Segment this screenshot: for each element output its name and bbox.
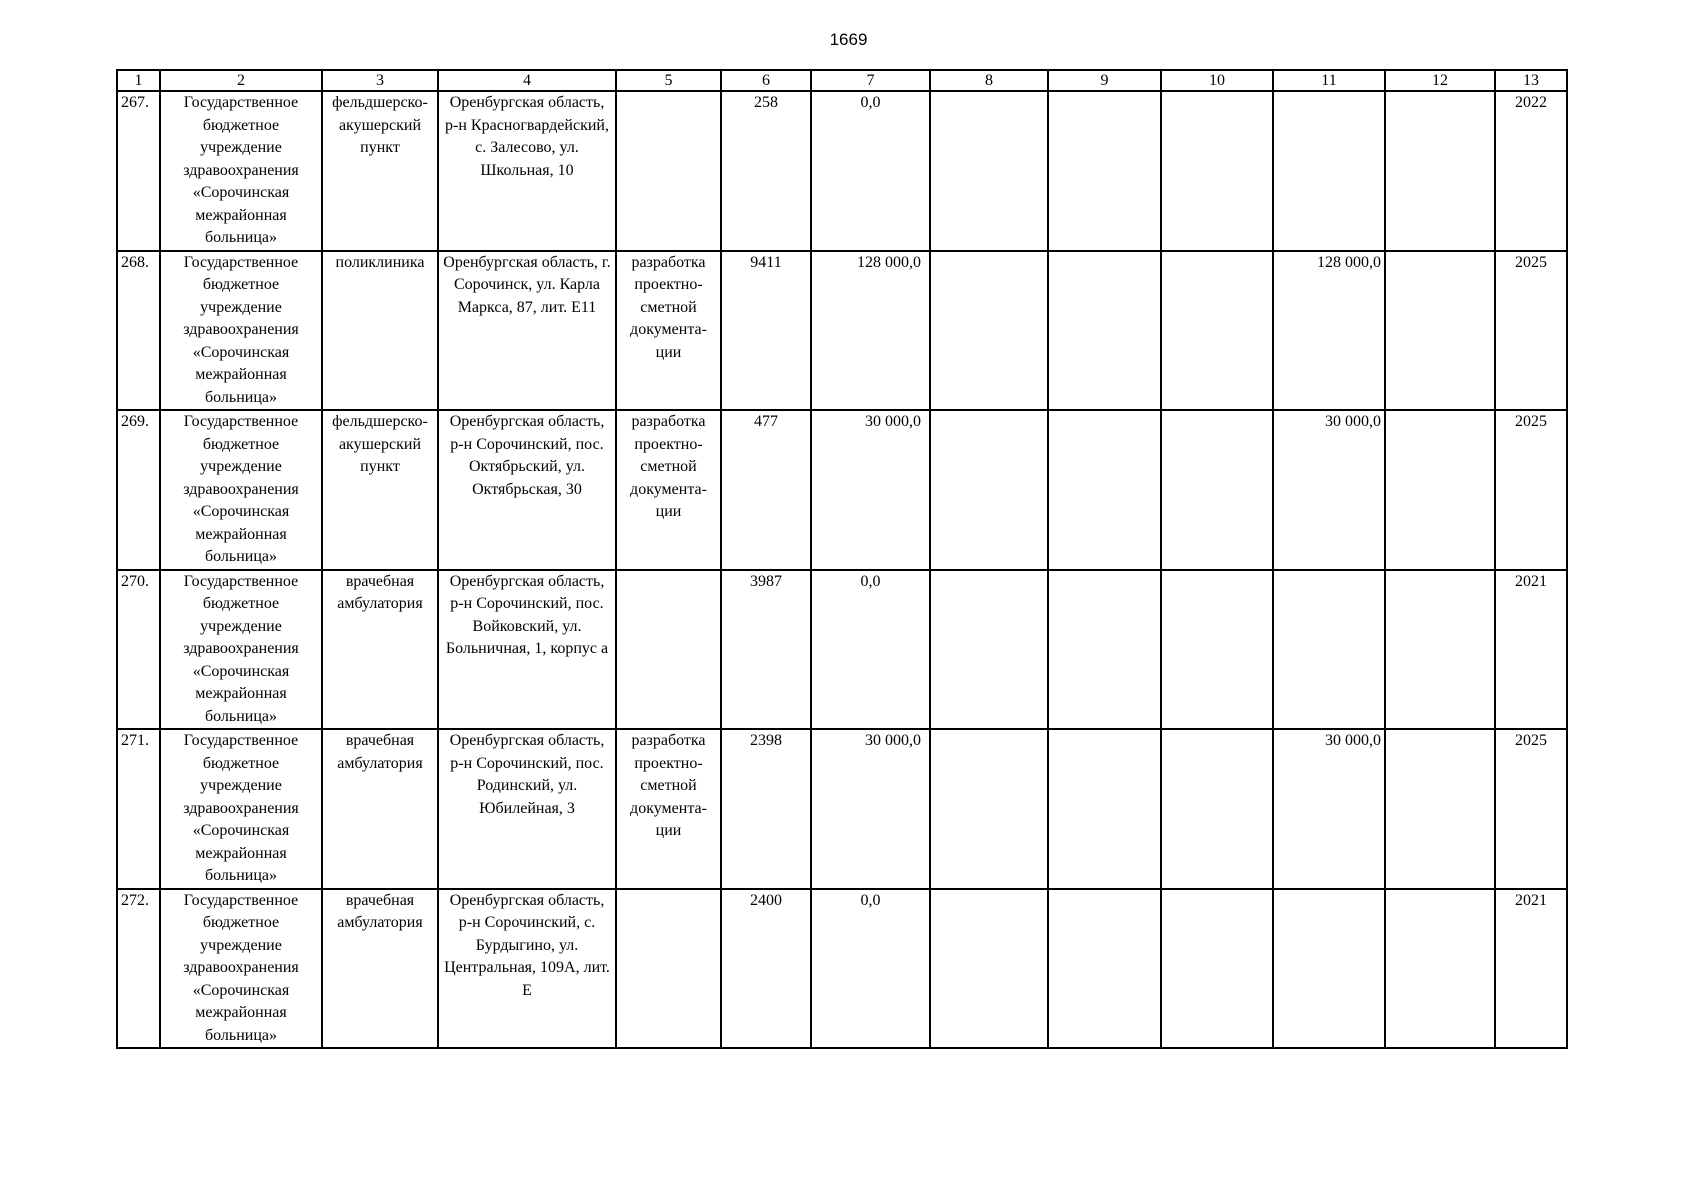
- institution-name: Государственное бюджетное учреждение здравоохранения «Сорочинская межрайонная больница»: [160, 410, 322, 570]
- column-header: 8: [930, 70, 1048, 91]
- value-col-8: [930, 729, 1048, 889]
- column-header: 1: [117, 70, 160, 91]
- value-col-7: 128 000,0: [811, 251, 930, 411]
- value-col-7: 30 000,0: [811, 410, 930, 570]
- institution-name: Государственное бюджетное учреждение здравоохранения «Сорочинская межрайонная больница»: [160, 729, 322, 889]
- row-number: 268.: [117, 251, 160, 411]
- column-header: 13: [1495, 70, 1567, 91]
- value-col-7: 30 000,0: [811, 729, 930, 889]
- table-row: [117, 889, 1567, 1049]
- value-col-12: [1385, 729, 1495, 889]
- column-header: 2: [160, 70, 322, 91]
- value-col-6: 2400: [721, 889, 811, 1049]
- page-number: 1669: [829, 30, 868, 49]
- value-col-9: [1048, 251, 1161, 411]
- row-number: 269.: [117, 410, 160, 570]
- value-col-8: [930, 410, 1048, 570]
- year: 2021: [1495, 889, 1567, 1049]
- year: 2022: [1495, 91, 1567, 251]
- column-number-header-row: [117, 70, 1567, 91]
- value-col-9: [1048, 729, 1161, 889]
- value-col-12: [1385, 889, 1495, 1049]
- column-header: 6: [721, 70, 811, 91]
- value-col-7: 0,0: [811, 889, 930, 1049]
- value-col-8: [930, 91, 1048, 251]
- value-col-7: 0,0: [811, 91, 930, 251]
- value-col-10: [1161, 570, 1273, 730]
- value-col-9: [1048, 889, 1161, 1049]
- institution-name: Государственное бюджетное учреждение здравоохранения «Сорочинская межрайонная больница»: [160, 889, 322, 1049]
- value-col-10: [1161, 410, 1273, 570]
- value-col-6: 9411: [721, 251, 811, 411]
- year: 2025: [1495, 410, 1567, 570]
- facility-type: фельдшерско-акушерский пункт: [322, 410, 438, 570]
- row-number: 271.: [117, 729, 160, 889]
- facility-type: поликлиника: [322, 251, 438, 411]
- institution-name: Государственное бюджетное учреждение здравоохранения «Сорочинская межрайонная больница»: [160, 570, 322, 730]
- column-header: 9: [1048, 70, 1161, 91]
- value-col-11: 30 000,0: [1273, 729, 1385, 889]
- value-col-8: [930, 251, 1048, 411]
- table-row: [117, 410, 1567, 570]
- facility-type: фельдшерско-акушерский пункт: [322, 91, 438, 251]
- work-type: [616, 570, 721, 730]
- facility-type: врачебная амбулатория: [322, 729, 438, 889]
- institution-name: Государственное бюджетное учреждение здравоохранения «Сорочинская межрайонная больница»: [160, 251, 322, 411]
- value-col-6: 477: [721, 410, 811, 570]
- row-number: 272.: [117, 889, 160, 1049]
- value-col-9: [1048, 570, 1161, 730]
- address: Оренбургская область, р-н Сорочинский, пос. Октябрьский, ул. Октябрьская, 30: [438, 410, 616, 570]
- year: 2025: [1495, 251, 1567, 411]
- institution-name: Государственное бюджетное учреждение здравоохранения «Сорочинская межрайонная больница»: [160, 91, 322, 251]
- column-header: 7: [811, 70, 930, 91]
- value-col-11: [1273, 91, 1385, 251]
- value-col-8: [930, 570, 1048, 730]
- value-col-11: [1273, 889, 1385, 1049]
- column-header: 4: [438, 70, 616, 91]
- value-col-10: [1161, 91, 1273, 251]
- column-header: 11: [1273, 70, 1385, 91]
- work-type: [616, 91, 721, 251]
- value-col-11: [1273, 570, 1385, 730]
- work-type: разработка проектно-сметной документа-ции: [616, 251, 721, 411]
- year: 2025: [1495, 729, 1567, 889]
- address: Оренбургская область, р-н Сорочинский, с. Бурдыгино, ул. Центральная, 109А, лит. Е: [438, 889, 616, 1049]
- address: Оренбургская область, г. Сорочинск, ул. Карла Маркса, 87, лит. Е11: [438, 251, 616, 411]
- value-col-12: [1385, 410, 1495, 570]
- row-number: 267.: [117, 91, 160, 251]
- table-row: [117, 570, 1567, 730]
- value-col-12: [1385, 251, 1495, 411]
- column-header: 3: [322, 70, 438, 91]
- value-col-6: 258: [721, 91, 811, 251]
- table-row: [117, 729, 1567, 889]
- address: Оренбургская область, р-н Сорочинский, пос. Родинский, ул. Юбилейная, 3: [438, 729, 616, 889]
- work-type: разработка проектно-сметной документа-ции: [616, 729, 721, 889]
- column-header: 12: [1385, 70, 1495, 91]
- address: Оренбургская область, р-н Красногвардейский, с. Залесово, ул. Школьная, 10: [438, 91, 616, 251]
- facility-type: врачебная амбулатория: [322, 889, 438, 1049]
- work-type: разработка проектно-сметной документа-ции: [616, 410, 721, 570]
- value-col-10: [1161, 729, 1273, 889]
- value-col-10: [1161, 889, 1273, 1049]
- data-table: [116, 69, 1568, 1049]
- facility-type: врачебная амбулатория: [322, 570, 438, 730]
- value-col-6: 2398: [721, 729, 811, 889]
- column-header: 10: [1161, 70, 1273, 91]
- table-row: [117, 91, 1567, 251]
- value-col-7: 0,0: [811, 570, 930, 730]
- value-col-6: 3987: [721, 570, 811, 730]
- value-col-9: [1048, 91, 1161, 251]
- value-col-12: [1385, 570, 1495, 730]
- value-col-11: 128 000,0: [1273, 251, 1385, 411]
- year: 2021: [1495, 570, 1567, 730]
- table-row: [117, 251, 1567, 411]
- value-col-8: [930, 889, 1048, 1049]
- value-col-11: 30 000,0: [1273, 410, 1385, 570]
- row-number: 270.: [117, 570, 160, 730]
- value-col-10: [1161, 251, 1273, 411]
- column-header: 5: [616, 70, 721, 91]
- work-type: [616, 889, 721, 1049]
- value-col-12: [1385, 91, 1495, 251]
- value-col-9: [1048, 410, 1161, 570]
- address: Оренбургская область, р-н Сорочинский, пос. Войковский, ул. Больничная, 1, корпус а: [438, 570, 616, 730]
